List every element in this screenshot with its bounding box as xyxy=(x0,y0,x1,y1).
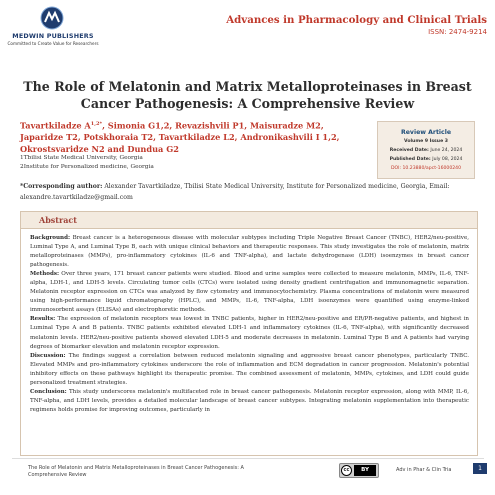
medwin-logo-icon xyxy=(40,6,64,30)
article-type: Review Article xyxy=(400,129,452,136)
affiliations xyxy=(20,154,360,172)
corresponding-text: Alexander Tavartkiladze, Tbilisi State Medical University, Institute for Personalized medicine, Georgia, Email: alexandre.tavartkiladze@gmail.com xyxy=(20,183,450,201)
journal-title: Advances in Pharmacology and Clinical Trials xyxy=(226,14,487,26)
corresponding-author xyxy=(20,181,470,203)
discussion-label: Discussion: xyxy=(30,352,66,359)
published-label: Published Date: xyxy=(389,157,431,162)
other-authors: , Simonia G1,2, Revazishvili P1, Maisuradze M2, Japaridze T2, Potskhoraia T2, Tavartkiladze L2, Andronikashvili I 1,2, Okrostsvaridze N2 and Dundua G2 xyxy=(20,120,340,154)
background-text: Breast cancer is a heterogeneous disease with molecular subtypes including Triple Negative Breast Cancer (TNBC), HER2/neu-positive, Luminal Type A, and Luminal Type B, each with unique clinical behaviors and therapeutic responses. This study investigates the role of melatonin, matrix metalloproteinases (MMPs), pro-inflammatory cytokines (IL-6 and TNF-alpha), and lactate dehydrogenase (LDH) isoenzymes in breast cancer pathogenesis. xyxy=(30,235,469,269)
affiliation-1: 1Tbilisi State Medical University, Georgia xyxy=(20,155,143,161)
footer-running-title: The Role of Melatonin and Matrix Metalloproteinases in Breast Cancer Pathogenesis: A Comprehensive Review xyxy=(28,465,244,478)
published-date xyxy=(378,157,474,162)
issn: ISSN: 2474-9214 xyxy=(428,28,487,36)
cc-icon: cc xyxy=(341,465,352,476)
cc-license-badge[interactable] xyxy=(339,463,379,478)
affiliation-2: 2Institute for Personalized medicine, Georgia xyxy=(20,164,154,170)
abstract-results xyxy=(30,315,469,351)
abstract-header-bar xyxy=(21,212,477,229)
conclusion-text: This study underscores melatonin's multifaceted role in breast cancer pathogenesis. Melatonin receptor expression, along with MMP, IL-6, TNF-alpha, and LDH levels, provides a detailed molecular landscape of breast cancer subtypes. Integrating melatonin supplementation into therapeutic regimens holds promise for improving outcomes, particularly in xyxy=(30,388,469,413)
results-label: Results: xyxy=(30,316,56,323)
publisher-logo xyxy=(6,6,100,50)
received-value: June 24, 2024 xyxy=(428,148,463,153)
publisher-name: MEDWIN PUBLISHERS xyxy=(12,32,94,40)
conclusion-label: Conclusion: xyxy=(30,388,67,395)
footer-divider xyxy=(12,458,484,459)
abstract-heading: Abstract xyxy=(39,215,77,225)
doi-link[interactable]: DOI: 10.23880/apct-16000240 xyxy=(390,166,462,171)
methods-text: Over three years, 171 breast cancer patients were studied. Blood and urine samples were collected to measure melatonin, MMPs, IL-6, TNF-alpha, LDH-1, and LDH-5 levels. Circulating tumor cells (CTCs) were isolated using density gradient centrifugation and immunomagnetic separation. Melatonin receptor expression on CTCs was analyzed by flow cytometry and immunocytochemistry. Plasma concentrations of melatonin were measured using high-performance liquid chromatography (HPLC), and MMPs, IL-6, TNF-alpha, LDH isoenzymes were quantified using enzyme-linked immunosorbent assays (ELISAs) and electrophoretic methods. xyxy=(30,271,469,314)
results-text: The expression of melatonin receptors was lowest in TNBC patients, higher in HER2/neu-positive and ER/PR-negative patients, and highest in Luminal Type A and B patients. TNBC patients exhibited elevated LDH-1 and inflammatory cytokines (IL-6, TNF-alpha), with significantly decreased melatonin levels. HER2/neu-positive patients showed elevated LDH-5 and moderate decreases in melatonin. Luminal Type B and A patients had varying degrees of biomarker elevation and melatonin receptor expression. xyxy=(30,316,469,350)
received-date xyxy=(378,148,474,153)
article-info-box xyxy=(377,121,475,179)
abstract-body xyxy=(30,234,469,415)
article-title: The Role of Melatonin and Matrix Metalloproteinases in Breast Cancer Pathogenesis: A Comprehensive Review xyxy=(23,79,472,111)
volume-issue: Volume 9 Issue 3 xyxy=(404,139,448,144)
footer-journal-abbrev: Adv in Phar & Clin Tria xyxy=(396,467,452,473)
corresponding-label: *Corresponding author: xyxy=(20,183,103,190)
publisher-tagline: Committed to Create Value for Researchers xyxy=(7,41,99,46)
abstract-methods xyxy=(30,270,469,315)
received-label: Received Date: xyxy=(389,148,429,153)
methods-label: Methods: xyxy=(30,271,60,278)
abstract-box xyxy=(20,211,478,456)
first-author-sup: 1,2* xyxy=(90,121,103,127)
abstract-background xyxy=(30,234,469,270)
abstract-discussion xyxy=(30,352,469,388)
page-number: 1 xyxy=(473,463,487,474)
published-value: July 08, 2024 xyxy=(430,157,463,162)
discussion-text: The findings suggest a correlation between reduced melatonin signaling and aggressive breast cancer phenotypes, particularly TNBC. Elevated MMPs and pro-inflammatory cytokines underscore the role of inflammation and ECM degradation in cancer progression. Melatonin's potential inhibitory effects on these pathways highlight its therapeutic promise. The combined assessment of melatonin, MMPs, cytokines, and LDH could guide personalized treatment strategies. xyxy=(30,352,469,386)
cc-by-label: BY xyxy=(354,465,376,476)
background-label: Background: xyxy=(30,235,70,241)
first-author: Tavartkiladze A xyxy=(20,120,91,131)
author-list xyxy=(20,119,360,155)
abstract-conclusion xyxy=(30,388,469,415)
